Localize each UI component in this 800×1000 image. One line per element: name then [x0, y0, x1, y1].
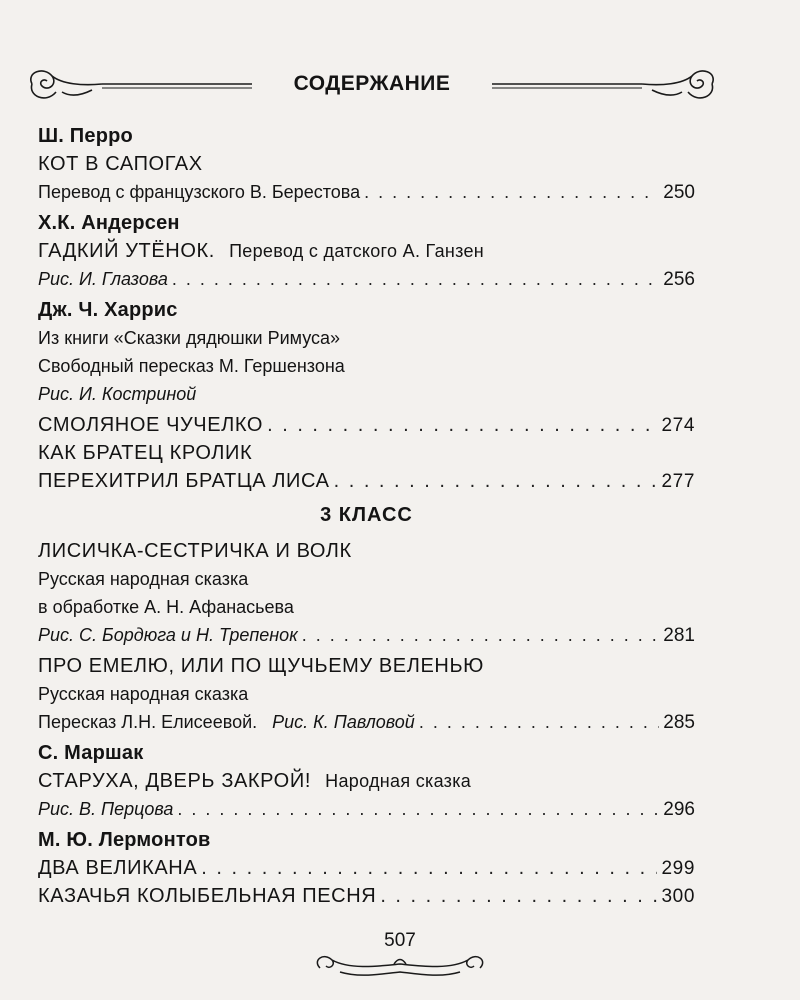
illustrator-credit: Рис. И. Глазова [38, 269, 168, 289]
retelling-text: Пересказ Л.Н. Елисеевой. [38, 712, 258, 732]
adaptation-credit: в обработке А. Н. Афанасьева [38, 597, 294, 617]
toc-entry-row[interactable] [38, 795, 695, 823]
genre-label: Народная сказка [325, 771, 472, 791]
page-footer [300, 930, 500, 986]
work-title: СТАРУХА, ДВЕРЬ ЗАКРОЙ! [38, 770, 311, 792]
source-book: Из книги «Сказки дядюшки Римуса» [38, 328, 341, 348]
dot-leader [177, 795, 659, 823]
translation-credit: Перевод с французского В. Берестова [38, 182, 361, 202]
dot-leader [172, 265, 659, 293]
dot-leader [380, 882, 657, 910]
dot-leader [334, 467, 658, 495]
illustrator-credit: Рис. И. Костриной [38, 384, 197, 404]
page-number: 277 [661, 471, 695, 492]
dot-leader [302, 621, 660, 649]
toc-entry-row[interactable] [38, 882, 695, 910]
page-number: 285 [663, 712, 695, 733]
author-perrault: Ш. Перро [38, 125, 133, 147]
table-of-contents [38, 122, 695, 910]
contents-header [22, 62, 722, 108]
toc-entry-row[interactable] [38, 265, 695, 293]
author-marshak: С. Маршак [38, 742, 144, 764]
dot-leader [419, 708, 659, 736]
dot-leader [267, 411, 657, 439]
dot-leader [364, 178, 659, 206]
page-number: 256 [663, 269, 695, 290]
page-number: 296 [663, 799, 695, 820]
page-number: 281 [663, 625, 695, 646]
toc-entry-row[interactable] [38, 178, 695, 206]
work-title-emelya[interactable]: ПРО ЕМЕЛЮ, ИЛИ ПО ЩУЧЬЕМУ ВЕЛЕНЬЮ [38, 655, 484, 677]
illustrator-credit: Рис. К. Павловой [272, 712, 415, 732]
toc-entry-row[interactable] [38, 621, 695, 649]
translation-credit: Перевод с датского А. Ганзен [229, 241, 485, 261]
section-heading: 3 КЛАСС [320, 504, 413, 526]
work-title: КАЗАЧЬЯ КОЛЫБЕЛЬНАЯ ПЕСНЯ [38, 885, 377, 907]
contents-title: СОДЕРЖАНИЕ [293, 72, 451, 95]
genre-label: Русская народная сказка [38, 569, 249, 589]
dot-leader [201, 854, 657, 882]
page-number: 299 [661, 858, 695, 879]
author-andersen: Х.К. Андерсен [38, 212, 180, 234]
retelling-credit [38, 708, 415, 736]
toc-entry-row[interactable] [38, 411, 695, 439]
author-lermontov: М. Ю. Лермонтов [38, 829, 211, 851]
author-harris: Дж. Ч. Харрис [38, 299, 178, 321]
page-number: 300 [661, 886, 695, 907]
work-title: ГАДКИЙ УТЁНОК. [38, 240, 215, 262]
page-number: 274 [661, 415, 695, 436]
work-title: ПЕРЕХИТРИЛ БРАТЦА ЛИСА [38, 470, 330, 492]
work-title-kak-bratets-krolik[interactable]: КАК БРАТЕЦ КРОЛИК [38, 442, 253, 464]
work-title-gadkiy-utenok[interactable] [38, 237, 695, 265]
retelling-credit: Свободный пересказ М. Гершензона [38, 356, 345, 376]
work-title-lisichka[interactable]: ЛИСИЧКА-СЕСТРИЧКА И ВОЛК [38, 540, 352, 562]
work-title-kot-v-sapogah[interactable]: КОТ В САПОГАХ [38, 153, 203, 175]
work-title: ДВА ВЕЛИКАНА [38, 857, 198, 879]
toc-entry-row[interactable] [38, 467, 695, 495]
toc-entry-row[interactable] [38, 854, 695, 882]
work-title: СМОЛЯНОЕ ЧУЧЕЛКО [38, 414, 264, 436]
illustrator-credit: Рис. В. Перцова [38, 799, 174, 819]
work-title-staruha[interactable] [38, 767, 695, 795]
toc-entry-row[interactable] [38, 708, 695, 736]
illustrator-credit: Рис. С. Бордюга и Н. Трепенок [38, 625, 298, 645]
page-number: 250 [663, 182, 695, 203]
footer-ornament [300, 930, 500, 986]
genre-label: Русская народная сказка [38, 684, 249, 704]
folio-number: 507 [384, 930, 416, 951]
